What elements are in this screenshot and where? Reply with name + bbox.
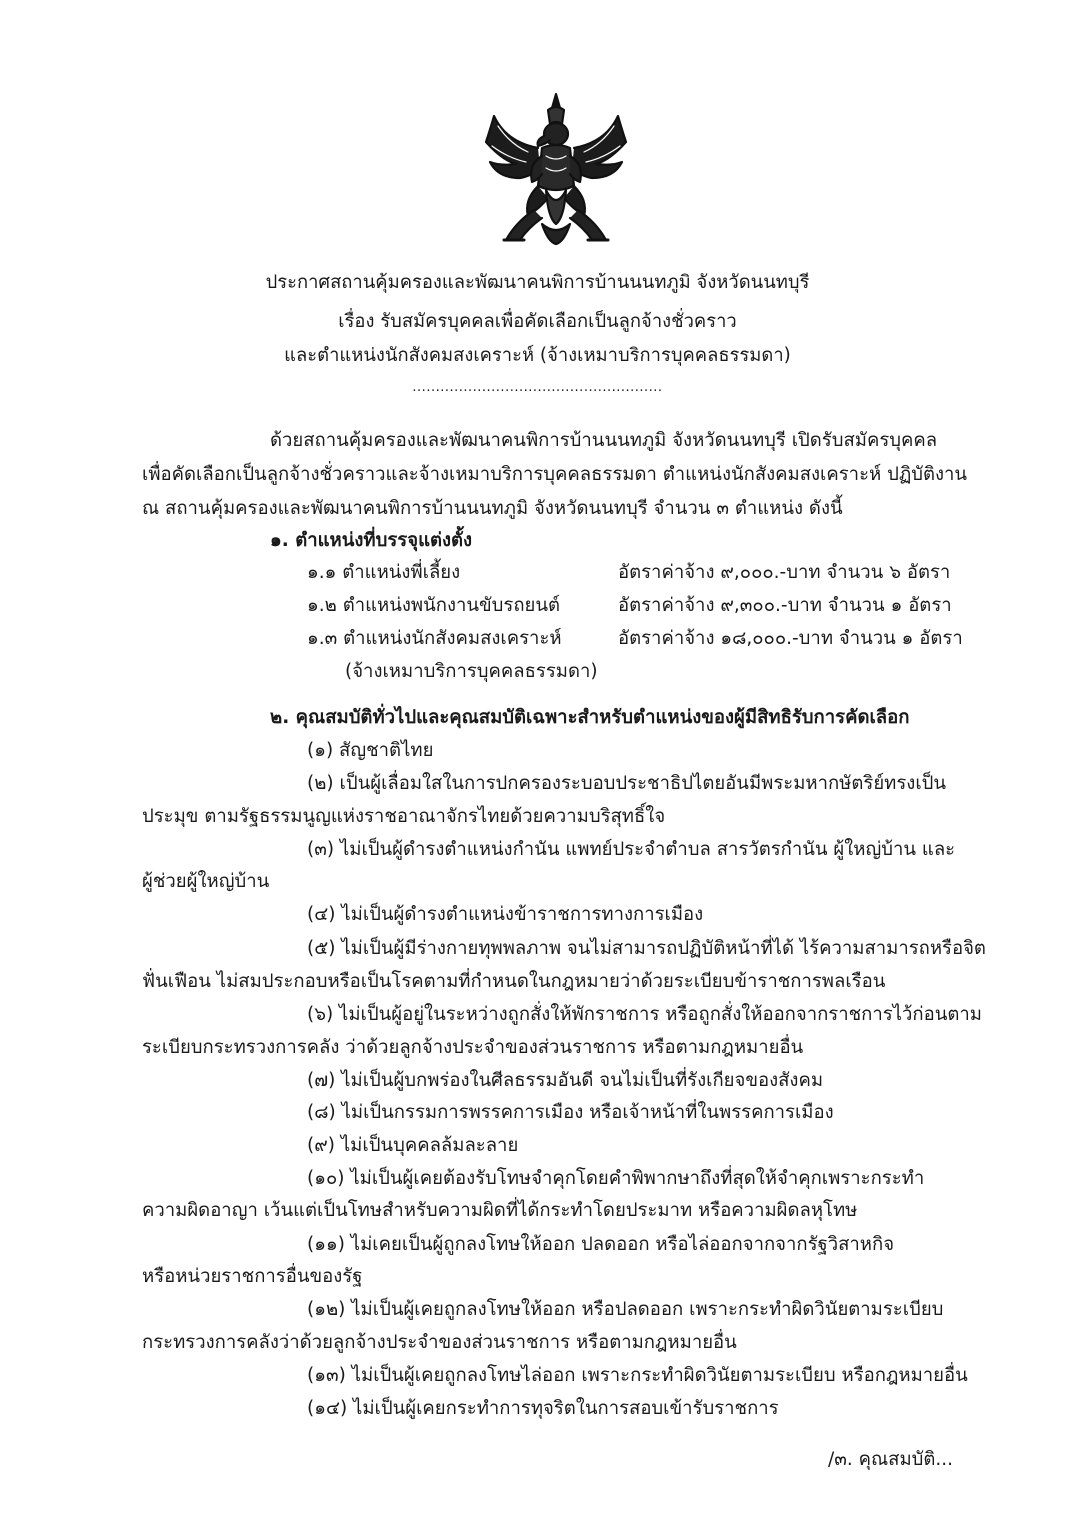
qualification-item-continued: หรือหน่วยราชการอื่นของรัฐ: [142, 1266, 363, 1287]
qualification-item: (๗) ไม่เป็นผู้บกพร่องในศีลธรรมอันดี จนไม่เป็นที่รังเกียจของสังคม: [307, 1070, 824, 1091]
qualification-item: (๕) ไม่เป็นผู้มีร่างกายทุพพลภาพ จนไม่สามารถปฏิบัติหน้าที่ได้ ไร้ความสามารถหรือจิต: [307, 938, 986, 959]
position-rate: อัตราค่าจ้าง ๑๘,๐๐๐.-บาท จำนวน ๑ อัตรา: [618, 628, 963, 649]
qualification-item: (๙) ไม่เป็นบุคคลล้มละลาย: [307, 1135, 519, 1156]
qualification-item: (๑๒) ไม่เป็นผู้เคยถูกลงโทษให้ออก หรือปลดออก เพราะกระทำผิดวินัยตามระเบียบ: [307, 1299, 944, 1320]
position-rate: อัตราค่าจ้าง ๙,๓๐๐.-บาท จำนวน ๑ อัตรา: [618, 595, 952, 616]
qualification-item: (๖) ไม่เป็นผู้อยู่ในระหว่างถูกสั่งให้พักราชการ หรือถูกสั่งให้ออกจากราชการไว้ก่อนตาม: [307, 1004, 982, 1025]
announcement-subject: เรื่อง รับสมัครบุคคลเพื่อคัดเลือกเป็นลูกจ้างชั่วคราว: [338, 311, 737, 332]
position-rate: อัตราค่าจ้าง ๙,๐๐๐.-บาท จำนวน ๖ อัตรา: [618, 562, 951, 583]
garuda-emblem-icon: [476, 90, 636, 250]
qualification-item-continued: ประมุข ตามรัฐธรรมนูญแห่งราชอาณาจักรไทยด้วยความบริสุทธิ์ใจ: [142, 806, 666, 827]
intro-line: ด้วยสถานคุ้มครองและพัฒนาคนพิการบ้านนนทภูมิ จังหวัดนนทบุรี เปิดรับสมัครบุคคล: [270, 430, 938, 451]
position-note: (จ้างเหมาบริการบุคคลธรรมดา): [345, 661, 598, 682]
section-2-heading: ๒. คุณสมบัติทั่วไปและคุณสมบัติเฉพาะสำหรับตำแหน่งของผู้มีสิทธิรับการคัดเลือก: [270, 707, 910, 728]
qualification-item-continued: ผู้ช่วยผู้ใหญ่บ้าน: [142, 871, 270, 892]
page-continuation: /๓. คุณสมบัติ...: [828, 1449, 954, 1470]
qualification-item: (๒) เป็นผู้เลื่อมใสในการปกครองระบอบประชาธิปไตยอันมีพระมหากษัตริย์ทรงเป็น: [307, 773, 947, 794]
announcement-title: ประกาศสถานคุ้มครองและพัฒนาคนพิการบ้านนนทภูมิ จังหวัดนนทบุรี: [265, 272, 810, 293]
section-1-heading: ๑. ตำแหน่งที่บรรจุแต่งตั้ง: [270, 530, 473, 551]
qualification-item: (๑) สัญชาติไทย: [307, 740, 434, 761]
qualification-item-continued: ฟั่นเฟือน ไม่สมประกอบหรือเป็นโรคตามที่กำหนดในกฎหมายว่าด้วยระเบียบข้าราชการพลเรือน: [142, 971, 886, 992]
qualification-item: (๑๐) ไม่เป็นผู้เคยต้องรับโทษจำคุกโดยคำพิพากษาถึงที่สุดให้จำคุกเพราะกระทำ: [307, 1168, 925, 1189]
qualification-item: (๑๔) ไม่เป็นผู้เคยกระทำการทุจริตในการสอบเข้ารับราชการ: [307, 1398, 779, 1419]
qualification-item-continued: ระเบียบกระทรวงการคลัง ว่าด้วยลูกจ้างประจำของส่วนราชการ หรือตามกฎหมายอื่น: [142, 1037, 804, 1058]
position-name: ๑.๓ ตำแหน่งนักสังคมสงเคราะห์: [307, 628, 562, 649]
qualification-item: (๘) ไม่เป็นกรรมการพรรคการเมือง หรือเจ้าหน้าที่ในพรรคการเมือง: [307, 1102, 834, 1123]
position-name: ๑.๒ ตำแหน่งพนักงานขับรถยนต์: [307, 595, 561, 616]
qualification-item: (๔) ไม่เป็นผู้ดำรงตำแหน่งข้าราชการทางการเมือง: [307, 904, 704, 925]
qualification-item: (๑๑) ไม่เคยเป็นผู้ถูกลงโทษให้ออก ปลดออก หรือไล่ออกจากจากรัฐวิสาหกิจ: [307, 1234, 895, 1255]
qualification-item-continued: กระทรวงการคลังว่าด้วยลูกจ้างประจำของส่วนราชการ หรือตามกฎหมายอื่น: [142, 1332, 737, 1353]
announcement-subject-continued: และตำแหน่งนักสังคมสงเคราะห์ (จ้างเหมาบริการบุคคลธรรมดา): [284, 345, 791, 366]
qualification-item: (๓) ไม่เป็นผู้ดำรงตำแหน่งกำนัน แพทย์ประจำตำบล สารวัตรกำนัน ผู้ใหญ่บ้าน และ: [307, 839, 956, 860]
title-separator: ......................................................: [412, 380, 663, 395]
intro-line: เพื่อคัดเลือกเป็นลูกจ้างชั่วคราวและจ้างเหมาบริการบุคคลธรรมดา ตำแหน่งนักสังคมสงเคราะห์ ปฏิบัติงาน: [142, 464, 968, 485]
qualification-item: (๑๓) ไม่เป็นผู้เคยถูกลงโทษไล่ออก เพราะกระทำผิดวินัยตามระเบียบ หรือกฎหมายอื่น: [307, 1365, 968, 1386]
intro-line: ณ สถานคุ้มครองและพัฒนาคนพิการบ้านนนทภูมิ จังหวัดนนทบุรี จำนวน ๓ ตำแหน่ง ดังนี้: [142, 498, 843, 519]
qualification-item-continued: ความผิดอาญา เว้นแต่เป็นโทษสำหรับความผิดที่ได้กระทำโดยประมาท หรือความผิดลหุโทษ: [142, 1200, 858, 1221]
position-name: ๑.๑ ตำแหน่งพี่เลี้ยง: [307, 562, 461, 583]
